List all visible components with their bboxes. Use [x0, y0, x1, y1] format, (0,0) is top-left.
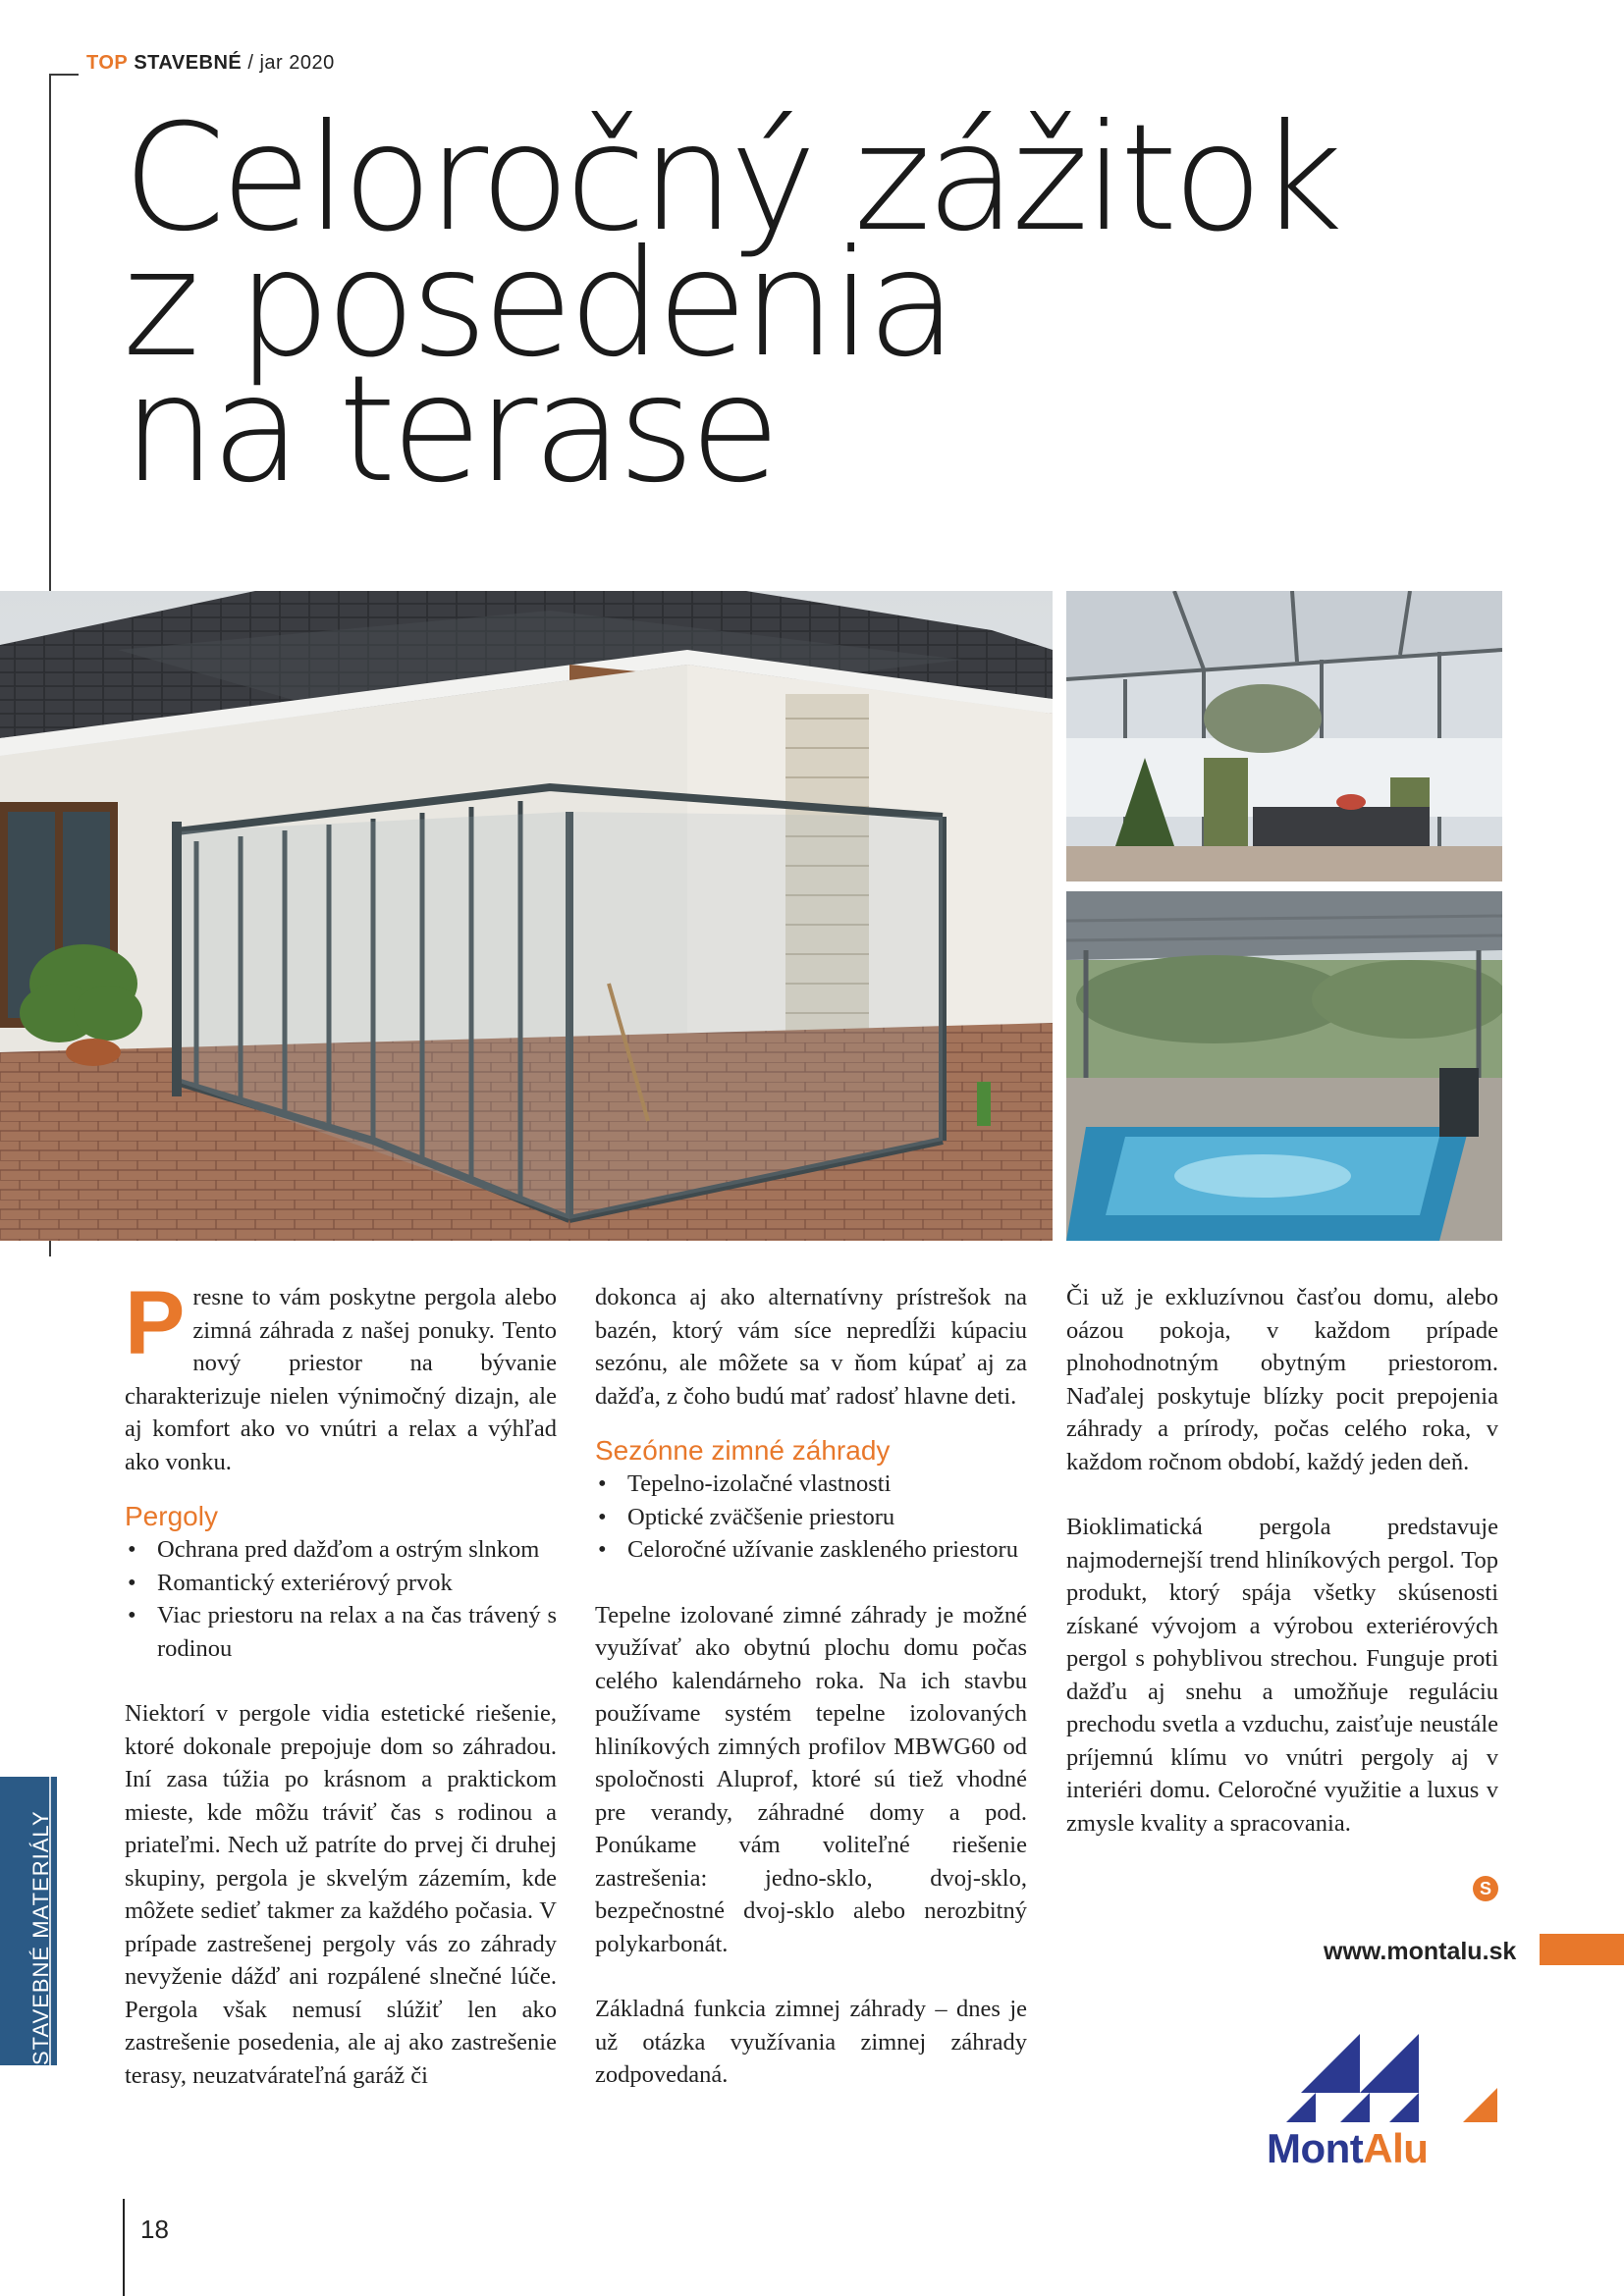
- section-side-label: STAVEBNÉ MATERIÁLY: [28, 1810, 53, 2065]
- logo-part-alu: Alu: [1363, 2125, 1429, 2171]
- website-link[interactable]: www.montalu.sk: [1324, 1938, 1517, 1965]
- list-item: • Tepelno-izolačné vlastnosti: [627, 1468, 1027, 1501]
- list-item: • Romantický exteriérový prvok: [157, 1567, 557, 1600]
- photo-pool-enclosure: [1066, 891, 1502, 1241]
- text-column-3: [1066, 1281, 1498, 1840]
- header-issue: / jar 2020: [247, 52, 335, 74]
- pergoly-bullet-list: [125, 1533, 557, 1665]
- intro-paragraph: [125, 1273, 557, 1478]
- paragraph: Niektorí v pergole vidia estetické riešenie, ktoré dokonale prepojuje dom so záhradou. Iní zasa túžia po krásnom a praktickom mieste, kde môžu tráviť čas s rodinou a priateľmi. Nech už patríte do prvej či druhej skupiny, pergola je skvelým zázemím, kde môžete sedieť takmer za každého počasia. V prípade zastrešenej pergoly vás zo záhrady nevyženie dážď ani rozpálené slnečné lúče. Pergola však nemusí slúžiť len ako zastrešenie posedenia, ale aj ako zastrešenie terasy, neuzatvárateľná garáž či: [125, 1700, 557, 2089]
- text-column-1: [125, 1273, 557, 2092]
- list-item: • Optické zväčšenie priestoru: [627, 1501, 1027, 1534]
- text-column-2: [595, 1281, 1027, 2092]
- list-item: • Viac priestoru na relax a na čas trávený s rodinou: [157, 1599, 557, 1665]
- header-section: STAVEBNÉ: [134, 52, 243, 74]
- header-top: TOP: [86, 52, 129, 74]
- logo-part-mont: Mont: [1267, 2125, 1364, 2171]
- paragraph: Tepelne izolované zimné záhrady je možné využívať ako obytnú plochu domu počas celého kalendárneho roka. Na ich stavbu používame systém tepelne izolovaných hliníkových zimných profilov MBWG60 od spoločnosti Aluprof, ktoré sú tiež vhodné pre verandy, záhradné domy a pod. Ponúkame vám voliteľné riešenie zastrešenia: jedno-sklo, dvoj-sklo, bezpečnostné dvoj-sklo alebo nerozbitný polykarbonát.: [595, 1601, 1027, 1957]
- article-title: [123, 93, 1339, 515]
- header-rule: [49, 74, 79, 76]
- list-item: • Ochrana pred dažďom a ostrým slnkom: [157, 1533, 557, 1567]
- list-item: • Celoročné užívanie zaskleného priestoru: [627, 1533, 1027, 1567]
- pool-illustration: [1066, 891, 1502, 1241]
- footer-rule: [123, 2199, 125, 2296]
- running-header: [86, 52, 335, 75]
- heading-zimne-zahrady: Sezónne zimné záhrady: [595, 1435, 891, 1466]
- winter-garden-illustration: [1066, 591, 1502, 881]
- montalu-logo-text: [1267, 2125, 1428, 2172]
- paragraph: Základná funkcia zimnej záhrady – dnes je už otázka využívania zimnej záhrady zodpovedaná.: [595, 1996, 1027, 2088]
- sponsored-badge-icon: S: [1473, 1876, 1498, 1901]
- drop-cap: P: [125, 1273, 186, 1373]
- heading-pergoly: Pergoly: [125, 1501, 218, 1531]
- paragraph: Bioklimatická pergola predstavuje najmodernejší trend hliníkových pergol. Top produkt, ktorý spája všetky skúsenosti získané vývojom a výrobou exteriérových pergol s pohyblivou strechou. Funguje proti dažďu aj snehu a umožňuje reguláciu prechodu svetla a vzduchu, zaisťuje neustále príjemnú klímu vo vnútri pergoly aj v interiéri domu. Celoročné využitie a luxus v zmysle kvality a spracovania.: [1066, 1514, 1498, 1837]
- title-line: na terase: [123, 345, 776, 515]
- paragraph: dokonca aj ako alternatívny prístrešok na bazén, ktorý vám síce nepredĺži kúpaciu sezónu, ale môžete sa v ňom kúpať aj za dažďa, z čoho budú mať radosť hlavne deti.: [595, 1284, 1027, 1410]
- zahrady-bullet-list: [595, 1468, 1027, 1567]
- title-line: Celoročný zážitok: [123, 93, 1339, 264]
- accent-bar: [1540, 1934, 1624, 1965]
- intro-text: resne to vám poskytne pergola alebo zimná záhrada z našej ponuky. Tento nový priestor na bývanie charakterizuje nielen výnimočný dizajn, ale aj komfort ako vo vnútri a relax a výhľad ako vonku.: [125, 1284, 557, 1475]
- page-number: 18: [140, 2215, 169, 2244]
- paragraph: Či už je exkluzívnou časťou domu, alebo oázou pokoja, v každom prípade plnohodnotným obytným priestorom. Naďalej poskytuje blízky pocit prepojenia záhrady a prírody, počas celého roka, v každom ročnom období, každý jeden deň.: [1066, 1284, 1498, 1475]
- pergola-house-illustration: [0, 591, 1053, 1241]
- title-line: z posedenia: [123, 219, 952, 390]
- photo-winter-garden-interior: [1066, 591, 1502, 881]
- main-photo-pergola-house: [0, 591, 1053, 1241]
